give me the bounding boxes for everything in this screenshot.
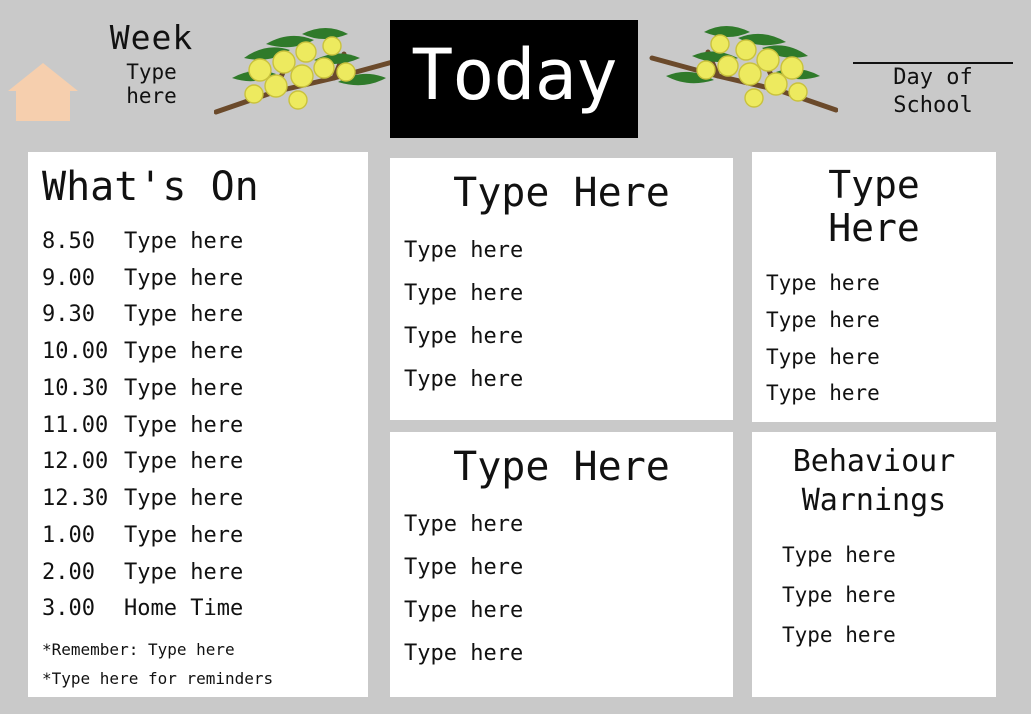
top-middle-card-list <box>390 230 733 402</box>
list-item[interactable]: Type here <box>404 366 524 392</box>
schedule-item: Type here <box>124 449 244 475</box>
week-label: Week <box>109 18 194 57</box>
wattle-branch-icon-right <box>648 18 838 138</box>
list-item[interactable]: Type here <box>766 344 880 369</box>
wattle-branch-icon-left <box>214 20 404 140</box>
top-right-card-title-line2: Here <box>828 205 920 250</box>
schedule-time: 8.50 <box>42 229 95 254</box>
schedule-row[interactable] <box>42 297 368 334</box>
whats-on-card <box>28 152 368 697</box>
behaviour-warnings-title-line2: Warnings <box>801 483 947 518</box>
header <box>0 0 1031 150</box>
week-value-line2: here <box>126 84 177 109</box>
schedule-row[interactable] <box>42 371 368 408</box>
list-item[interactable]: Type here <box>404 640 524 666</box>
schedule-time: 12.00 <box>42 449 109 475</box>
bottom-middle-card-title[interactable]: Type Here <box>453 444 670 490</box>
schedule-time: 1.00 <box>42 522 95 548</box>
week-value-line1: Type <box>126 60 177 84</box>
reminder-note[interactable]: *Remember: Type here <box>42 640 235 660</box>
bottom-middle-card-list <box>390 504 733 676</box>
schedule-time: 9.30 <box>42 302 95 328</box>
schedule-item: Type here <box>124 229 244 254</box>
today-banner <box>390 20 638 138</box>
day-of-school-line2: School <box>893 92 973 118</box>
reminder-note[interactable]: *Type here for reminders <box>42 668 274 688</box>
day-of-school-field[interactable] <box>853 62 1013 119</box>
list-item[interactable]: Type here <box>404 512 524 537</box>
top-right-card <box>752 152 996 422</box>
schedule-row[interactable] <box>42 555 368 592</box>
bottom-middle-card <box>390 432 733 697</box>
schedule-item: Type here <box>124 302 244 328</box>
schedule-item: Type here <box>124 486 244 512</box>
schedule-list <box>28 224 368 628</box>
list-item[interactable]: Type here <box>404 238 524 263</box>
schedule-item: Type here <box>124 412 244 438</box>
schedule-time: 10.00 <box>42 339 109 365</box>
schedule-row[interactable] <box>42 334 368 371</box>
top-right-card-title[interactable] <box>752 164 996 249</box>
list-item[interactable]: Type here <box>782 622 896 647</box>
schedule-item: Type here <box>124 375 244 401</box>
schedule-time: 12.30 <box>42 486 109 512</box>
home-door-shape <box>30 101 45 121</box>
list-item[interactable]: Type here <box>404 597 524 623</box>
list-item[interactable]: Type here <box>766 381 880 406</box>
list-item[interactable]: Type here <box>782 582 896 607</box>
schedule-row[interactable] <box>42 261 368 298</box>
schedule-time: 3.00 <box>42 596 95 622</box>
today-label: Today <box>411 34 617 116</box>
schedule-item: Type here <box>124 265 244 291</box>
home-roof-shape <box>8 63 78 91</box>
schedule-time: 11.00 <box>42 412 109 438</box>
week-value-field[interactable] <box>84 60 219 108</box>
schedule-item: Home Time <box>124 596 244 622</box>
list-item[interactable]: Type here <box>404 554 524 580</box>
behaviour-warnings-title-line1: Behaviour <box>792 444 956 479</box>
schedule-row[interactable] <box>42 408 368 445</box>
schedule-row[interactable] <box>42 591 368 628</box>
behaviour-warnings-card <box>752 432 996 697</box>
schedule-time: 2.00 <box>42 559 95 585</box>
list-item[interactable]: Type here <box>404 280 524 306</box>
schedule-row[interactable] <box>42 481 368 518</box>
reminder-notes <box>42 636 368 694</box>
schedule-time: 9.00 <box>42 265 95 291</box>
schedule-row[interactable] <box>42 224 368 261</box>
list-item[interactable]: Type here <box>782 543 896 567</box>
schedule-row[interactable] <box>42 444 368 481</box>
schedule-time: 10.30 <box>42 375 109 401</box>
list-item[interactable]: Type here <box>766 307 880 332</box>
schedule-row[interactable] <box>42 518 368 555</box>
top-right-card-title-line1: Type <box>828 163 920 207</box>
day-of-school-line1: Day of <box>853 62 1013 92</box>
home-icon[interactable] <box>8 63 78 121</box>
top-middle-card <box>390 158 733 420</box>
behaviour-warnings-title <box>752 442 996 520</box>
list-item[interactable]: Type here <box>404 323 524 349</box>
behaviour-warnings-list <box>752 536 996 656</box>
top-right-card-list <box>752 265 996 412</box>
list-item[interactable]: Type here <box>766 271 880 296</box>
schedule-item: Type here <box>124 339 244 365</box>
schedule-item: Type here <box>124 559 244 585</box>
whats-on-title: What's On <box>42 164 259 210</box>
schedule-item: Type here <box>124 522 244 548</box>
top-middle-card-title[interactable]: Type Here <box>453 170 670 216</box>
